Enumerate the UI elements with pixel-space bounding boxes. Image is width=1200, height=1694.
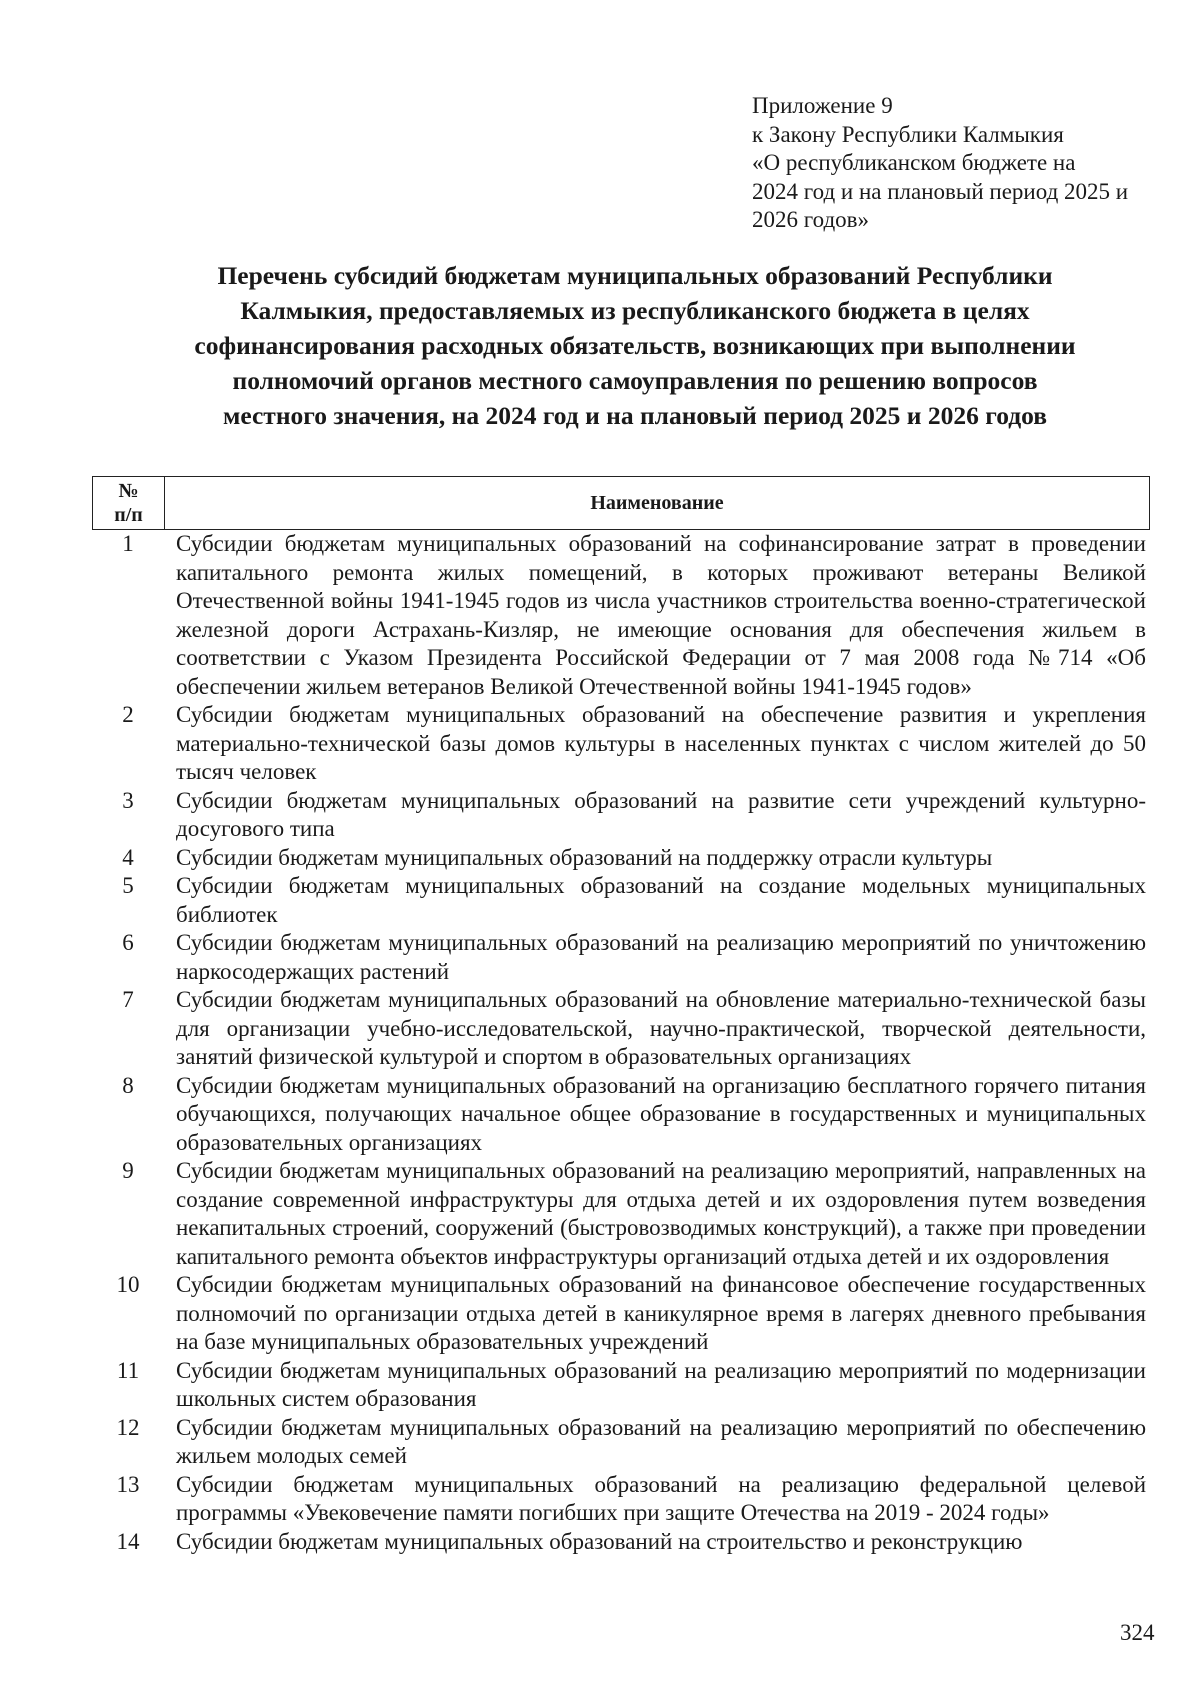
table-row	[92, 929, 1150, 986]
header-number-symbol: №	[118, 480, 139, 502]
row-number: 6	[122, 930, 134, 955]
row-number: 10	[116, 1272, 140, 1297]
row-number: 1	[122, 531, 134, 556]
appendix-line: Приложение 9	[752, 93, 893, 118]
header-number-column	[93, 477, 165, 529]
appendix-line: 2026 годов»	[752, 207, 870, 232]
table-row	[92, 1357, 1150, 1414]
appendix-line: «О республиканском бюджете на	[752, 150, 1076, 175]
row-description: Субсидии бюджетам муниципальных образований на реализацию мероприятий по уничтожению наркосодержащих растений	[176, 930, 1146, 984]
title-line: Калмыкия, предоставляемых из республиканского бюджета в целях	[240, 296, 1030, 325]
row-description: Субсидии бюджетам муниципальных образований на реализацию мероприятий по модернизации школьных систем образования	[176, 1357, 1146, 1411]
row-description: Субсидии бюджетам муниципальных образований на финансовое обеспечение государственных полномочий по организации отдыха детей в каникулярное время в лагерях дневного пребывания на базе муниципальных образовательных учреждений	[176, 1272, 1146, 1354]
row-description: Субсидии бюджетам муниципальных образований на поддержку отрасли культуры	[176, 844, 993, 870]
header-name-column: Наименование	[590, 491, 724, 514]
row-description: Субсидии бюджетам муниципальных образований на создание модельных муниципальных библиотек	[176, 873, 1146, 927]
row-number: 7	[122, 987, 134, 1012]
row-description: Субсидии бюджетам муниципальных образований на реализацию федеральной целевой программы «Увековечение памяти погибших при защите Отечества на 2019 - 2024 годы»	[176, 1471, 1146, 1525]
header-number-abbrev: п/п	[114, 504, 143, 526]
row-description: Субсидии бюджетам муниципальных образований на реализацию мероприятий, направленных на создание современной инфраструктуры для отдыха детей и их оздоровления путем возведения некапитальных строений, сооружений (быстровозводимых конструкций), а также при проведении капитального ремонта объектов инфраструктуры организаций отдыха детей и их оздоровления	[176, 1158, 1146, 1269]
table-row	[92, 1471, 1150, 1528]
title-line: местного значения, на 2024 год и на плановый период 2025 и 2026 годов	[222, 401, 1047, 430]
table-row	[92, 1528, 1150, 1557]
table-row	[92, 1072, 1150, 1158]
table-row	[92, 844, 1150, 873]
title-line: Перечень субсидий бюджетам муниципальных образований Республики	[217, 261, 1053, 290]
row-description: Субсидии бюджетам муниципальных образований на развитие сети учреждений культурно-досугового типа	[176, 787, 1146, 841]
table-row	[92, 1414, 1150, 1471]
table-header	[92, 476, 1150, 530]
table-row	[92, 787, 1150, 844]
table-row	[92, 986, 1150, 1072]
row-number: 9	[122, 1158, 134, 1183]
appendix-line: 2024 год и на плановый период 2025 и	[752, 178, 1129, 204]
row-number: 11	[116, 1357, 140, 1383]
row-number: 4	[122, 844, 134, 870]
row-number: 3	[122, 787, 134, 813]
page-number: 324	[1120, 1620, 1155, 1645]
table-row	[92, 872, 1150, 929]
row-description: Субсидии бюджетам муниципальных образований на строительство и реконструкцию	[176, 1528, 1023, 1554]
row-number: 13	[116, 1471, 140, 1497]
appendix-header	[752, 92, 1152, 235]
table-body	[92, 530, 1150, 1556]
row-number: 2	[122, 702, 134, 727]
row-number: 5	[122, 873, 134, 898]
document-title	[130, 258, 1140, 433]
subsidies-table	[92, 476, 1150, 1556]
table-row	[92, 701, 1150, 787]
row-description: Субсидии бюджетам муниципальных образований на обновление материально-технической базы для организации учебно-исследовательской, научно-практической, творческой деятельности, занятий физической культурой и спортом в образовательных организациях	[176, 987, 1146, 1069]
table-row	[92, 530, 1150, 701]
row-number: 8	[122, 1072, 134, 1098]
row-description: Субсидии бюджетам муниципальных образований на софинансирование затрат в проведении капитального ремонта жилых помещений, в которых проживают ветераны Великой Отечественной войны 1941-1945 годов из числа участников строительства военно-стратегической железной дороги Астрахань-Кизляр, не имеющие основания для обеспечения жильем в соответствии с Указом Президента Российской Федерации от 7 мая 2008 года №714 «Об обеспечении жильем ветеранов Великой Отечественной войны 1941-1945 годов»	[176, 531, 1146, 699]
appendix-line: к Закону Республики Калмыкия	[752, 121, 1064, 147]
row-description: Субсидии бюджетам муниципальных образований на обеспечение развития и укрепления материально-технической базы домов культуры в населенных пунктах с числом жителей до 50 тысяч человек	[176, 702, 1146, 784]
table-row	[92, 1157, 1150, 1271]
title-line: софинансирования расходных обязательств, возникающих при выполнении	[194, 331, 1076, 360]
row-description: Субсидии бюджетам муниципальных образований на реализацию мероприятий по обеспечению жильем молодых семей	[176, 1414, 1146, 1468]
title-line: полномочий органов местного самоуправления по решению вопросов	[232, 366, 1038, 395]
row-number: 14	[116, 1528, 140, 1554]
row-description: Субсидии бюджетам муниципальных образований на организацию бесплатного горячего питания обучающихся, получающих начальное общее образование в государственных и муниципальных образовательных организациях	[176, 1072, 1146, 1155]
table-row	[92, 1271, 1150, 1357]
row-number: 12	[116, 1414, 140, 1440]
